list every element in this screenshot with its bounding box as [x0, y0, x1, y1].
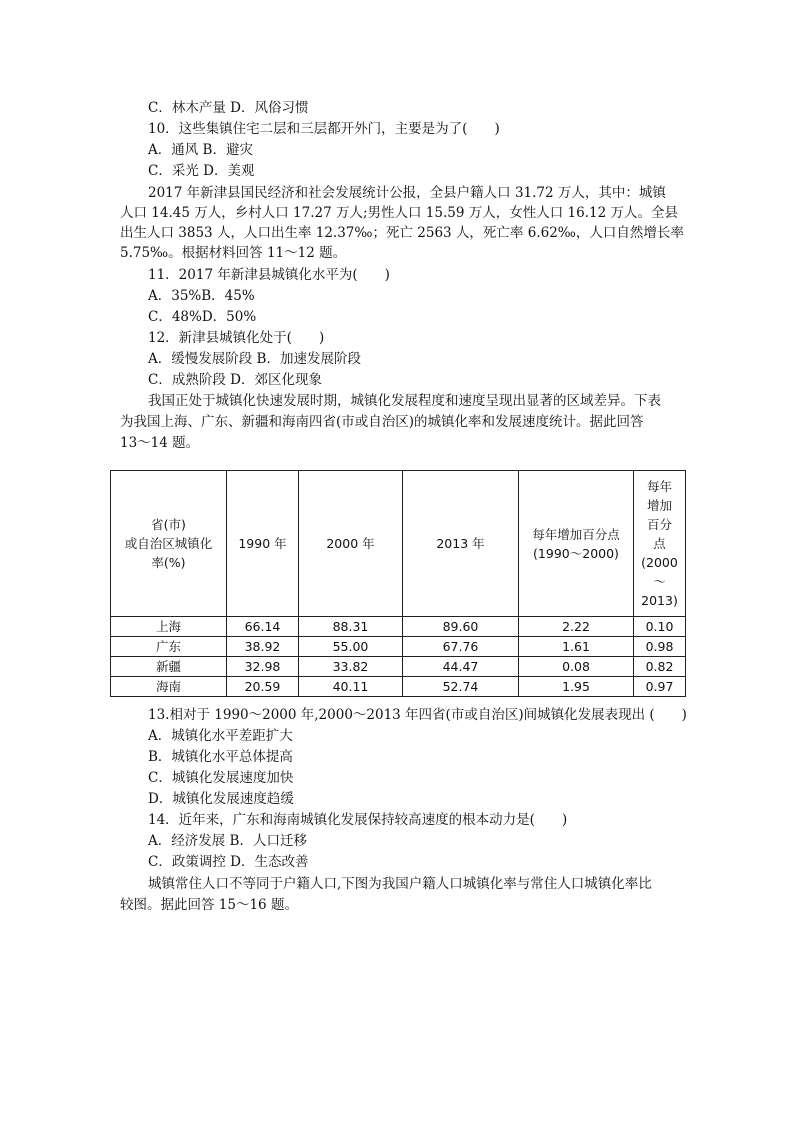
paragraph-2017-line-1: 2017 年新津县国民经济和社会发展统计公报，全县户籍人口 31.72 万人，其中：城镇 [148, 185, 666, 201]
option-line-a-b: A．通风 B．避灾 [148, 142, 253, 158]
question-11: 11．2017 年新津县城镇化水平为( ) [148, 267, 390, 283]
cell-2000: 88.31 [299, 617, 403, 637]
table-row [111, 657, 686, 677]
paragraph-2017-line-2: 人口 14.45 万人，乡村人口 17.27 万人;男性人口 15.59 万人，女性人口 16.12 万人。全县 [120, 205, 678, 221]
cell-1990: 20.59 [227, 677, 299, 697]
cell-2013: 44.47 [403, 657, 519, 677]
question-10: 10．这些集镇住宅二层和三层都开外门，主要是为了( ) [148, 121, 500, 137]
option-line-a-b: A．缓慢发展阶段 B．加速发展阶段 [148, 351, 361, 367]
option-line-c-d: C．成熟阶段 D．郊区化现象 [148, 372, 322, 388]
paragraph-final-line-1: 城镇常住人口不等同于户籍人口,下图为我国户籍人口城镇化率与常住人口城镇化率比 [148, 876, 652, 892]
paragraph-2017-line-3: 出生人口 3853 人，人口出生率 12.37‰；死亡 2563 人，死亡率 6.62‰，人口自然增长率 [120, 225, 684, 241]
cell-increase-1: 0.08 [519, 657, 634, 677]
cell-increase-1: 2.22 [519, 617, 634, 637]
cell-increase-1: 1.61 [519, 637, 634, 657]
header-increase-1990-2000: 每年增加百分点 (1990～2000) [519, 471, 634, 617]
urbanization-table [110, 470, 686, 697]
cell-2013: 52.74 [403, 677, 519, 697]
cell-increase-2: 0.97 [634, 677, 686, 697]
cell-increase-1: 1.95 [519, 677, 634, 697]
cell-region: 广东 [111, 637, 227, 657]
table-row [111, 617, 686, 637]
option-b: B．城镇化水平总体提高 [148, 749, 293, 765]
paragraph-table-intro-line-1: 我国正处于城镇化快速发展时期，城镇化发展程度和速度呈现出显著的区域差异。下表 [148, 393, 661, 409]
cell-2013: 67.76 [403, 637, 519, 657]
option-line-a-b: A．经济发展 B．人口迁移 [148, 833, 307, 849]
header-2000: 2000 年 [299, 471, 403, 617]
cell-1990: 32.98 [227, 657, 299, 677]
table-header-row [111, 471, 686, 617]
paragraph-final-line-2: 较图。据此回答 15～16 题。 [120, 897, 298, 913]
option-c: C．城镇化发展速度加快 [148, 770, 294, 786]
header-increase-2000-2013: 每年 增加 百分 点 (2000 ～ 2013) [634, 471, 686, 617]
cell-2013: 89.60 [403, 617, 519, 637]
header-1990: 1990 年 [227, 471, 299, 617]
option-a: A．城镇化水平差距扩大 [148, 728, 293, 744]
cell-increase-2: 0.98 [634, 637, 686, 657]
cell-increase-2: 0.10 [634, 617, 686, 637]
option-line-c-d: C．政策调控 D．生态改善 [148, 854, 309, 870]
cell-1990: 66.14 [227, 617, 299, 637]
table-row [111, 637, 686, 657]
header-region: 省(市) 或自治区城镇化 率(%) [111, 471, 227, 617]
cell-region: 上海 [111, 617, 227, 637]
table-row [111, 677, 686, 697]
option-line-c-d: C．林木产量 D．风俗习惯 [148, 100, 309, 116]
option-line-c-d: C．采光 D．美观 [148, 163, 255, 179]
cell-region: 海南 [111, 677, 227, 697]
question-14: 14．近年来，广东和海南城镇化发展保持较高速度的根本动力是( ) [148, 812, 568, 828]
cell-2000: 40.11 [299, 677, 403, 697]
cell-2000: 33.82 [299, 657, 403, 677]
paragraph-table-intro-line-3: 13～14 题。 [120, 435, 200, 451]
cell-region: 新疆 [111, 657, 227, 677]
option-line-a-b: A．35%B．45% [148, 288, 255, 304]
option-line-c-d: C．48%D．50% [148, 309, 257, 325]
cell-2000: 55.00 [299, 637, 403, 657]
cell-increase-2: 0.82 [634, 657, 686, 677]
question-13: 13.相对于 1990～2000 年,2000～2013 年四省(市或自治区)间城镇化发展表现出 ( ) [148, 707, 687, 723]
paragraph-2017-line-4: 5.75‰。根据材料回答 11～12 题。 [120, 245, 347, 261]
cell-1990: 38.92 [227, 637, 299, 657]
question-12: 12．新津县城镇化处于( ) [148, 330, 325, 346]
option-d: D．城镇化发展速度趋缓 [148, 791, 294, 807]
header-2013: 2013 年 [403, 471, 519, 617]
paragraph-table-intro-line-2: 为我国上海、广东、新疆和海南四省(市或自治区)的城镇化率和发展速度统计。据此回答 [120, 414, 644, 430]
